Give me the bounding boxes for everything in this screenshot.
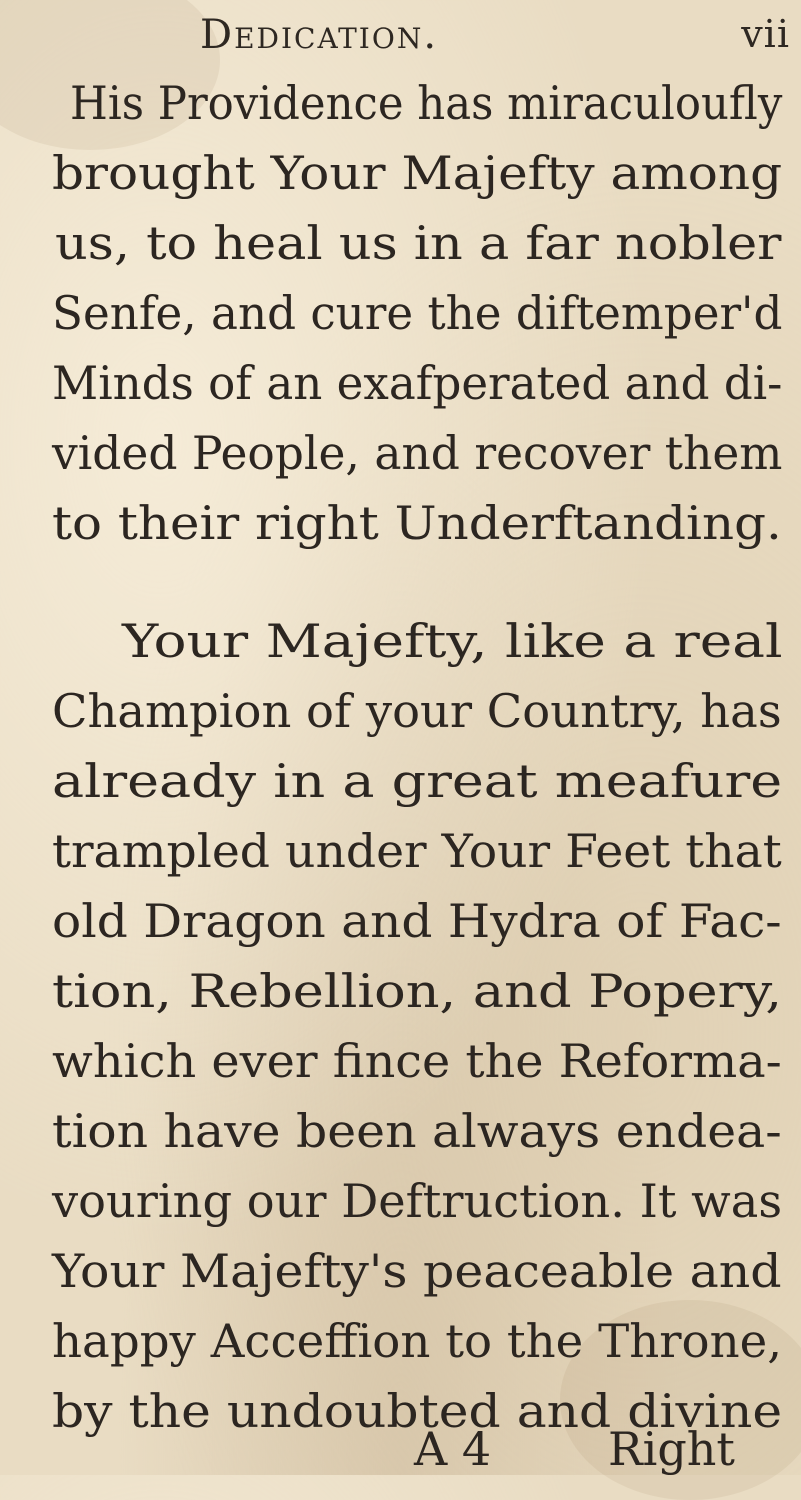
text-line: Senfe, and cure the diftemper'd — [52, 286, 783, 340]
text-line: Your Majefty's peaceable and — [52, 1244, 782, 1298]
text-line: by the undoubted and divine — [52, 1384, 783, 1438]
text-line: His Providence has miraculoufly — [70, 76, 783, 130]
text-line: us, to heal us in a far nobler — [55, 216, 782, 270]
text-line: trampled under Your Feet that — [52, 824, 782, 878]
text-line: tion, Rebellion, and Popery, — [52, 964, 783, 1018]
page-header — [200, 12, 790, 68]
running-title: Dedication. — [200, 12, 439, 58]
text-line: happy Acceffion to the Throne, — [52, 1314, 783, 1368]
text-line: brought Your Majefty among — [52, 146, 783, 200]
text-line: which ever fince the Reforma- — [52, 1034, 782, 1088]
text-line: to their right Underftanding. — [52, 496, 782, 550]
text-line: Your Majefty, like a real — [122, 614, 783, 668]
text-line: old Dragon and Hydra of Fac- — [52, 894, 782, 948]
page-number: vii — [741, 12, 790, 56]
text-line: Champion of your Country, has — [52, 684, 782, 738]
signature-mark: A 4 — [414, 1422, 492, 1476]
text-line: vided People, and recover them — [52, 426, 783, 480]
text-line: Minds of an exafperated and di- — [52, 356, 783, 410]
text-line: vouring our Deftruction. It was — [52, 1174, 783, 1228]
text-line: tion have been always endea- — [52, 1104, 782, 1158]
catchword: Right — [608, 1422, 735, 1476]
text-line: already in a great meafure — [52, 754, 783, 808]
